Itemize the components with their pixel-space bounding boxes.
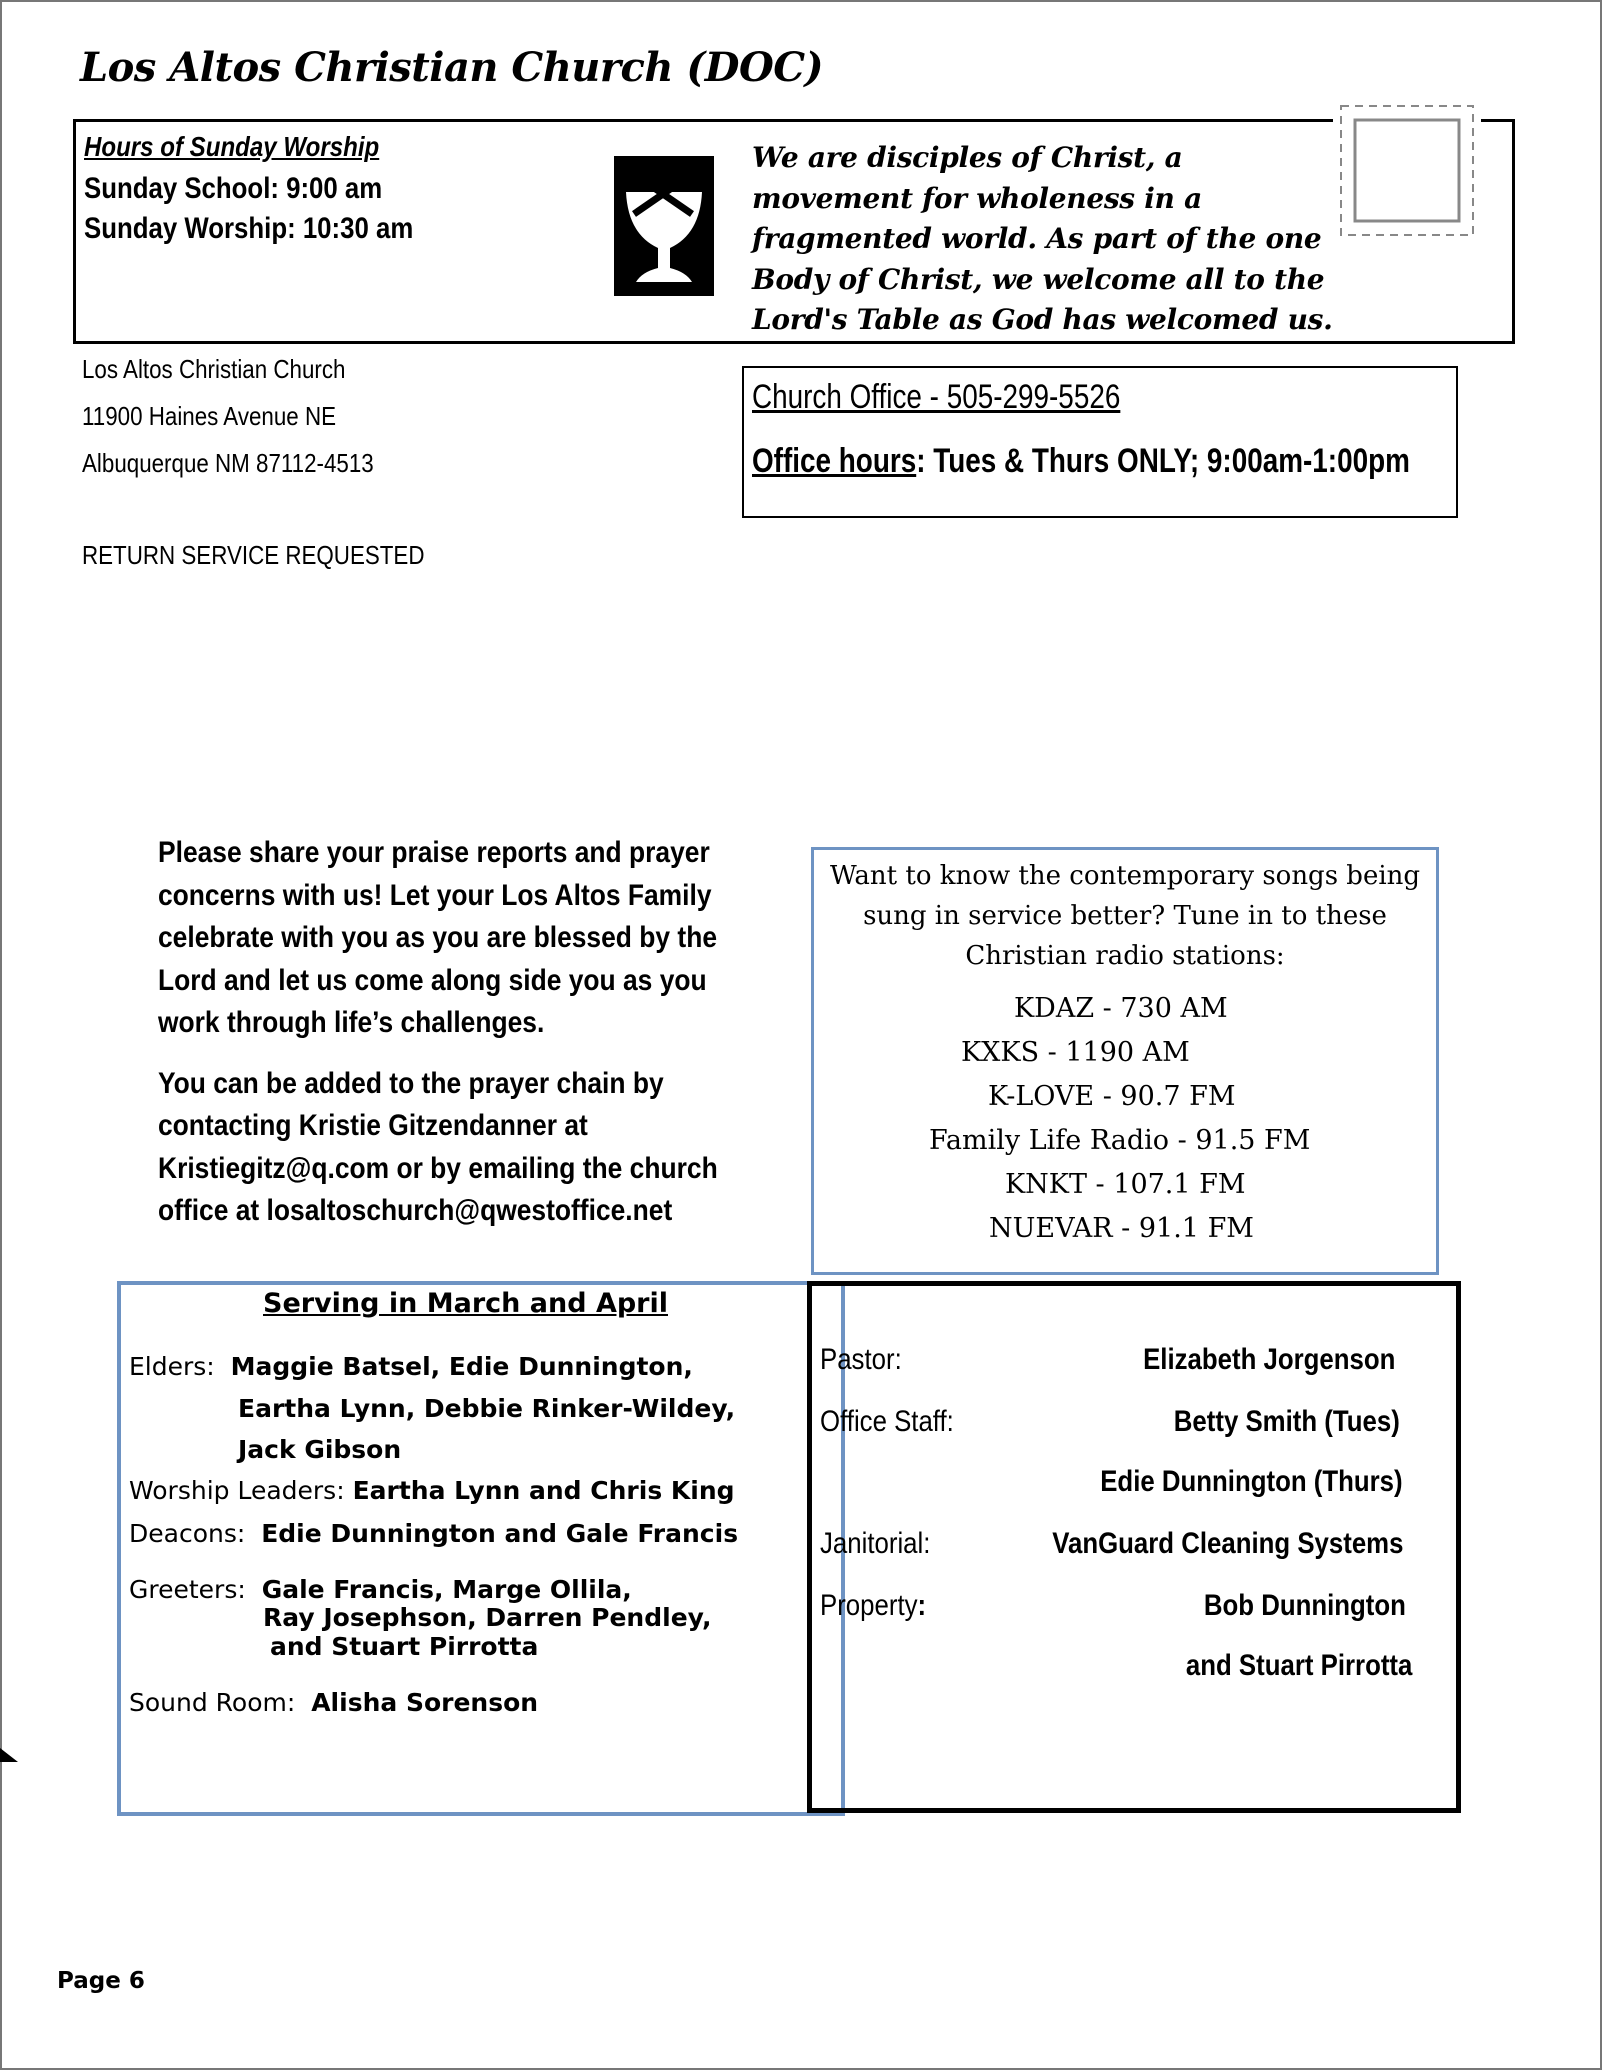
office-hours-value: : Tues & Thurs ONLY; 9:00am-1:00pm	[916, 442, 1410, 480]
greeters-names-continued: and Stuart Pirrotta	[270, 1632, 539, 1661]
office-staff-name: Betty Smith (Tues)	[1173, 1405, 1400, 1438]
worship-leaders-label: Worship Leaders:	[129, 1476, 345, 1505]
prayer-request-section	[158, 832, 756, 1233]
radio-station: K-LOVE - 90.7 FM	[988, 1081, 1236, 1112]
serving-title: Serving in March and April	[263, 1288, 668, 1319]
property-label: Property:	[820, 1589, 927, 1622]
radio-station: Family Life Radio - 91.5 FM	[929, 1125, 1311, 1156]
elders-names: Maggie Batsel, Edie Dunnington,	[230, 1352, 693, 1381]
prayer-paragraph-1: Please share your praise reports and prayer concerns with us! Let your Los Altos Family celebrate with you as you are blessed by the Lord and let us come along side you as you work through life’s challenges.	[158, 836, 718, 1039]
pastor-name: Elizabeth Jorgenson	[1142, 1343, 1395, 1376]
return-service-notice: RETURN SERVICE REQUESTED	[82, 540, 425, 570]
office-hours	[752, 442, 1410, 481]
office-phone: Church Office - 505-299-5526	[752, 378, 1121, 416]
sound-room-label: Sound Room:	[129, 1688, 296, 1717]
elders-names-continued: Eartha Lynn, Debbie Rinker-Wildey,	[238, 1394, 736, 1423]
sunday-school-time: Sunday School: 9:00 am	[84, 172, 383, 205]
greeters-names-continued: Ray Josephson, Darren Pendley,	[263, 1603, 712, 1632]
radio-intro: Want to know the contemporary songs being sung in service better? Tune in to these Christian radio stations:	[829, 861, 1421, 971]
property-name: and Stuart Pirrotta	[1185, 1649, 1412, 1682]
fold-mark-icon	[0, 1748, 22, 1770]
mailing-city: Albuquerque NM 87112-4513	[82, 448, 374, 478]
deacons-names: Edie Dunnington and Gale Francis	[261, 1519, 739, 1548]
mailing-name: Los Altos Christian Church	[82, 354, 346, 384]
deacons-row	[129, 1519, 738, 1548]
elders-names-continued: Jack Gibson	[238, 1435, 402, 1464]
property-name: Bob Dunnington	[1203, 1589, 1406, 1622]
office-hours-label: Office hours	[752, 442, 917, 480]
elders-row	[129, 1352, 693, 1381]
radio-station: KNKT - 107.1 FM	[1005, 1169, 1246, 1200]
sound-room-row	[129, 1688, 538, 1717]
page-number: Page 6	[57, 1968, 145, 1994]
janitorial-label: Janitorial:	[820, 1527, 931, 1560]
worship-leaders-row	[129, 1476, 735, 1505]
elders-label: Elders:	[129, 1352, 215, 1381]
prayer-paragraph-2: You can be added to the prayer chain by contacting Kristie Gitzendanner at Kristiegitz@q.com or by emailing the church office at losaltoschurch@qwestoffice.net	[158, 1066, 718, 1227]
office-staff-name: Edie Dunnington (Thurs)	[1100, 1465, 1403, 1498]
sound-room-name: Alisha Sorenson	[311, 1688, 539, 1717]
radio-station: NUEVAR - 91.1 FM	[989, 1213, 1254, 1244]
mission-statement: We are disciples of Christ, a movement for wholeness in a fragmented world. As part of the one Body of Christ, we welcome all to the Lord's Table as God has welcomed us.	[752, 141, 1333, 336]
greeters-row	[129, 1575, 632, 1604]
office-staff-label: Office Staff:	[820, 1405, 954, 1438]
janitorial-name: VanGuard Cleaning Systems	[1051, 1527, 1403, 1560]
sunday-worship-time: Sunday Worship: 10:30 am	[84, 212, 414, 245]
deacons-label: Deacons:	[129, 1519, 246, 1548]
radio-station: KXKS - 1190 AM	[961, 1037, 1190, 1068]
pastor-label: Pastor:	[820, 1343, 902, 1376]
worship-hours-heading: Hours of Sunday Worship	[84, 131, 380, 162]
radio-station: KDAZ - 730 AM	[1014, 993, 1228, 1024]
mailing-street: 11900 Haines Avenue NE	[82, 401, 337, 431]
worship-leaders-names: Eartha Lynn and Chris King	[352, 1476, 735, 1505]
greeters-names: Gale Francis, Marge Ollila,	[261, 1575, 632, 1604]
postage-stamp-icon	[1333, 98, 1481, 243]
greeters-label: Greeters:	[129, 1575, 246, 1604]
chalice-logo-icon	[614, 156, 714, 296]
church-title: Los Altos Christian Church (DOC)	[80, 44, 824, 91]
